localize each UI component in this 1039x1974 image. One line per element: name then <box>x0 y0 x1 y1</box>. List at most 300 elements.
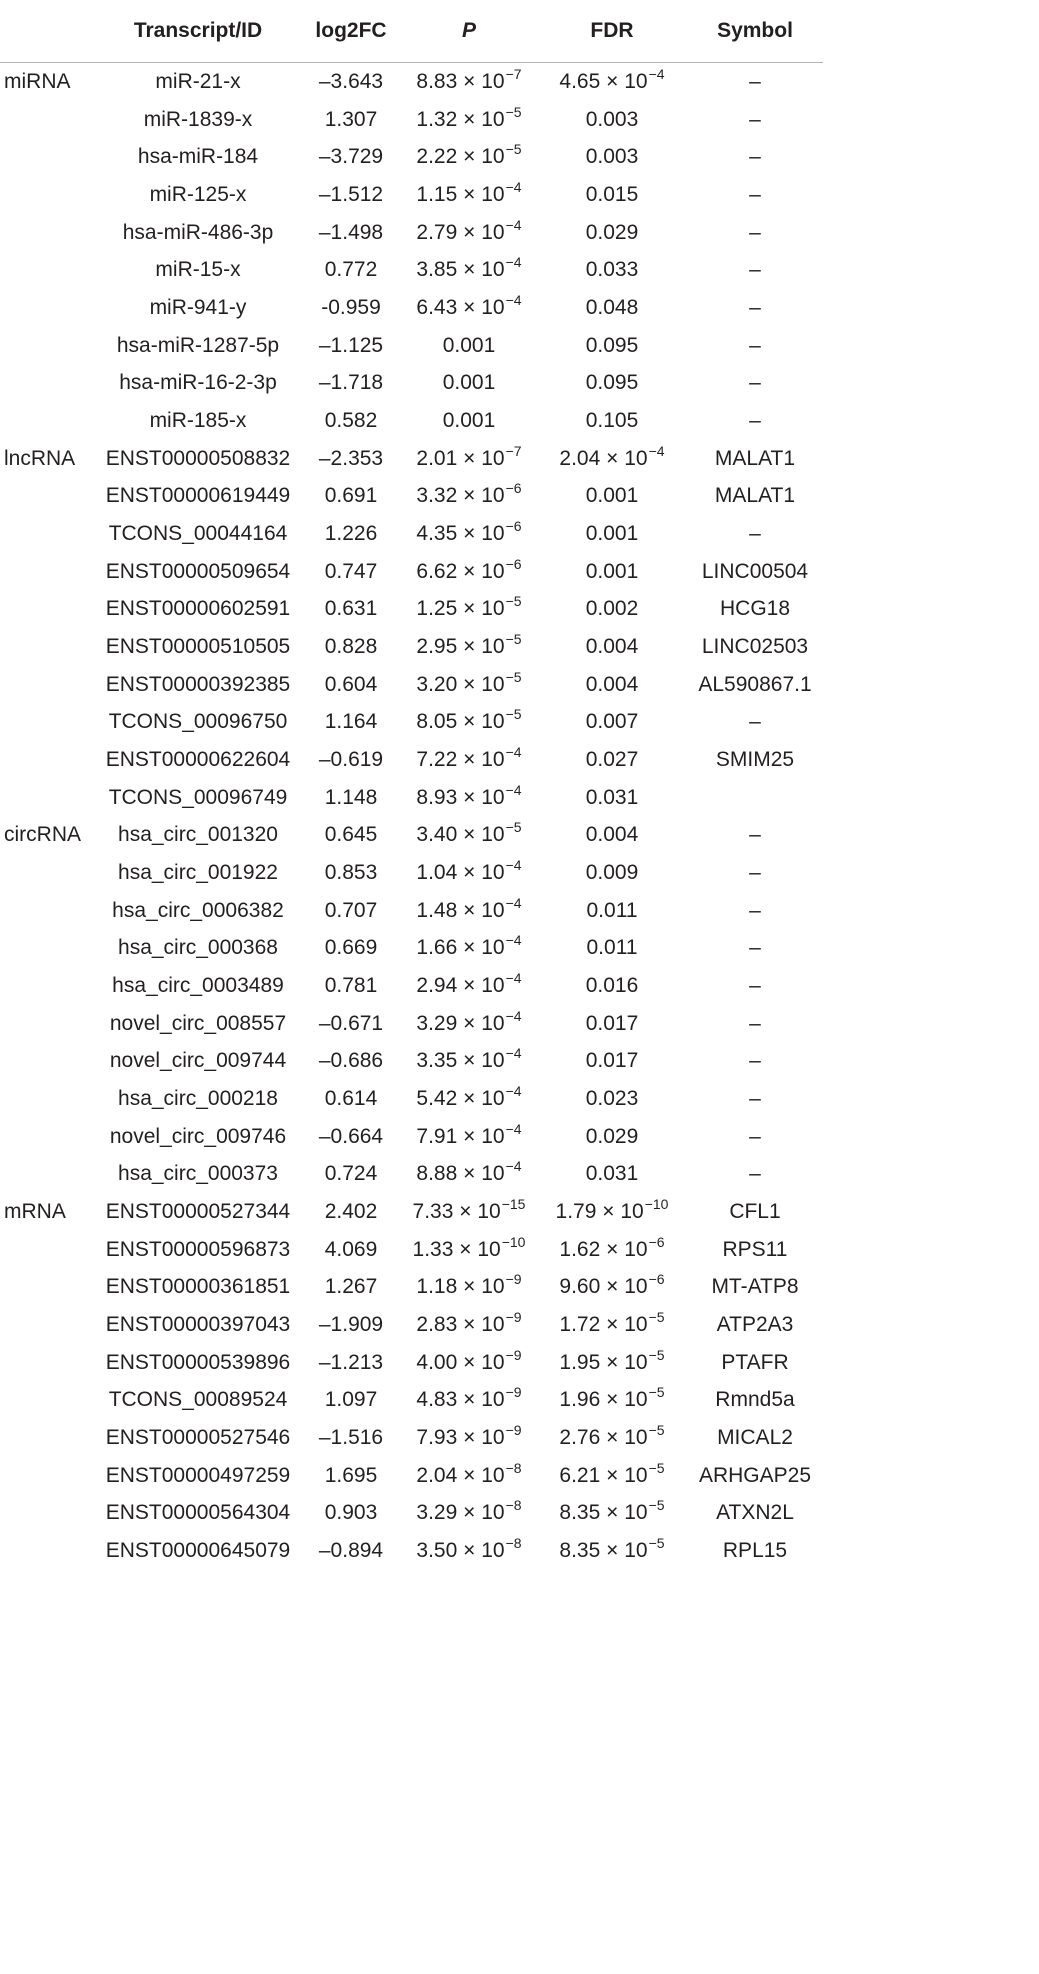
times-ten: × 10 <box>463 1426 505 1450</box>
times-ten: × 10 <box>463 1313 505 1336</box>
cell-group <box>0 628 95 666</box>
times-ten: × 10 <box>463 898 505 922</box>
times-ten: × 10 <box>606 1463 648 1487</box>
exponent: −6 <box>505 517 522 534</box>
cell-log2fc: 0.707 <box>324 898 378 922</box>
cell-symbol: – <box>749 107 761 131</box>
exponent: −4 <box>505 781 522 798</box>
cell-fdr: 0.004 <box>585 672 639 696</box>
exponent: −5 <box>648 1384 665 1401</box>
exponent: −6 <box>505 480 522 497</box>
cell-symbol: CFL1 <box>729 1199 781 1223</box>
mantissa: 9.60 <box>559 1275 601 1299</box>
cell-log2fc: 0.691 <box>324 484 378 508</box>
table-row <box>0 1005 823 1043</box>
cell-log2fc: -0.959 <box>321 295 381 319</box>
cell-transcript-id: ENST00000539896 <box>105 1350 291 1374</box>
cell-log2fc: 1.148 <box>324 785 378 809</box>
cell-group <box>0 703 95 741</box>
table-row <box>0 779 823 817</box>
cell-group <box>0 364 95 402</box>
cell-transcript-id: miR-125-x <box>149 182 247 206</box>
exponent: −6 <box>648 1233 665 1250</box>
cell-group <box>0 1495 95 1533</box>
times-ten: × 10 <box>463 484 505 508</box>
cell-p <box>401 967 537 1005</box>
cell-log2fc: 4.069 <box>324 1237 378 1261</box>
cell-symbol: SMIM25 <box>715 747 795 771</box>
mantissa: 3.32 <box>416 484 458 508</box>
cell-transcript-id: ENST00000510505 <box>105 634 291 658</box>
cell-p: 0.001 <box>442 408 496 432</box>
cell-p <box>401 929 537 967</box>
cell-fdr: 0.001 <box>585 484 639 508</box>
times-ten: × 10 <box>459 1199 501 1223</box>
cell-group <box>0 666 95 704</box>
exponent: −4 <box>505 254 522 271</box>
mantissa: 1.95 <box>559 1350 601 1374</box>
table-row <box>0 1495 823 1533</box>
cell-p <box>401 63 537 101</box>
cell-transcript-id: ENST00000392385 <box>105 672 291 696</box>
cell-group: mRNA <box>4 1199 66 1223</box>
cell-transcript-id: hsa_circ_001320 <box>118 823 278 847</box>
cell-p <box>401 1495 537 1533</box>
exponent: −9 <box>505 1422 522 1439</box>
header-symbol: Symbol <box>687 0 823 63</box>
times-ten: × 10 <box>463 258 505 282</box>
cell-fdr: 0.004 <box>585 823 639 847</box>
cell-p <box>401 176 537 214</box>
cell-group <box>0 1306 95 1344</box>
cell-group <box>0 1155 95 1193</box>
cell-log2fc: 1.695 <box>324 1463 378 1487</box>
cell-fdr: 0.007 <box>585 710 639 734</box>
table-row <box>0 63 823 101</box>
cell-transcript-id: hsa-miR-1287-5p <box>116 333 280 357</box>
cell-fdr <box>537 1193 687 1231</box>
cell-fdr: 0.023 <box>585 1086 639 1110</box>
cell-fdr <box>537 440 687 478</box>
exponent: −4 <box>505 216 522 233</box>
cell-transcript-id: miR-941-y <box>149 295 247 319</box>
times-ten: × 10 <box>606 69 648 93</box>
cell-symbol: – <box>749 1124 761 1148</box>
cell-log2fc: 0.724 <box>324 1162 378 1186</box>
mantissa: 2.83 <box>416 1313 458 1336</box>
cell-symbol: HCG18 <box>719 597 791 621</box>
cell-symbol: – <box>749 182 761 206</box>
cell-symbol: – <box>749 521 761 545</box>
cell-transcript-id: TCONS_00096750 <box>108 710 288 734</box>
cell-transcript-id: miR-15-x <box>155 258 241 282</box>
cell-p <box>401 101 537 139</box>
cell-symbol: AL590867.1 <box>698 672 812 696</box>
cell-group <box>0 289 95 327</box>
table-row <box>0 816 823 854</box>
times-ten: × 10 <box>463 220 505 244</box>
exponent: −4 <box>505 932 522 949</box>
cell-transcript-id: TCONS_00089524 <box>108 1388 288 1412</box>
mantissa: 7.91 <box>416 1124 458 1148</box>
cell-group: miRNA <box>4 69 71 93</box>
cell-log2fc: 0.645 <box>324 823 378 847</box>
mantissa: 1.72 <box>559 1313 601 1336</box>
cell-p: 0.001 <box>442 333 496 357</box>
mantissa: 7.33 <box>412 1199 454 1223</box>
mantissa: 6.43 <box>416 295 458 319</box>
cell-log2fc: –0.619 <box>318 747 384 771</box>
header-log2fc: log2FC <box>301 0 401 63</box>
exponent: −10 <box>501 1233 526 1250</box>
cell-p: 0.001 <box>442 371 496 395</box>
cell-group <box>0 1457 95 1495</box>
mantissa: 1.62 <box>559 1237 601 1261</box>
cell-symbol: – <box>749 710 761 734</box>
cell-symbol: MT-ATP8 <box>711 1275 799 1299</box>
cell-group <box>0 176 95 214</box>
mantissa: 2.79 <box>416 220 458 244</box>
cell-p <box>401 1193 537 1231</box>
cell-log2fc: 0.772 <box>324 258 378 282</box>
cell-log2fc: 0.614 <box>324 1086 378 1110</box>
cell-transcript-id: hsa_circ_000218 <box>118 1086 278 1110</box>
exponent: −4 <box>505 1158 522 1175</box>
cell-transcript-id: novel_circ_009746 <box>109 1124 287 1148</box>
table-row <box>0 1382 823 1420</box>
cell-p <box>401 666 537 704</box>
table-body <box>0 63 823 1570</box>
cell-group <box>0 251 95 289</box>
table-row <box>0 327 823 365</box>
cell-log2fc: –1.718 <box>318 371 384 395</box>
cell-symbol: – <box>749 1086 761 1110</box>
cell-log2fc: –0.664 <box>318 1124 384 1148</box>
exponent: −5 <box>505 103 522 120</box>
times-ten: × 10 <box>463 1124 505 1148</box>
cell-symbol: – <box>749 145 761 169</box>
cell-p <box>401 892 537 930</box>
cell-log2fc: –1.516 <box>318 1426 384 1450</box>
cell-transcript-id: ENST00000596873 <box>105 1237 291 1261</box>
cell-transcript-id: miR-185-x <box>149 408 247 432</box>
header-fdr: FDR <box>537 0 687 63</box>
cell-symbol: – <box>749 898 761 922</box>
cell-fdr: 0.015 <box>585 182 639 206</box>
cell-group <box>0 854 95 892</box>
cell-log2fc: 0.828 <box>324 634 378 658</box>
times-ten: × 10 <box>463 973 505 997</box>
cell-transcript-id: TCONS_00044164 <box>108 521 288 545</box>
exponent: −4 <box>505 894 522 911</box>
times-ten: × 10 <box>463 1388 505 1412</box>
mantissa: 2.95 <box>416 634 458 658</box>
cell-p <box>401 741 537 779</box>
cell-symbol: – <box>749 936 761 960</box>
cell-log2fc: 1.267 <box>324 1275 378 1299</box>
cell-symbol: – <box>749 371 761 395</box>
cell-p <box>401 1306 537 1344</box>
cell-fdr: 0.002 <box>585 597 639 621</box>
cell-p <box>401 251 537 289</box>
table-row <box>0 590 823 628</box>
mantissa: 6.21 <box>559 1463 601 1487</box>
times-ten: × 10 <box>606 1275 648 1299</box>
cell-p <box>401 440 537 478</box>
cell-log2fc: –0.671 <box>318 1011 384 1035</box>
mantissa: 1.79 <box>555 1199 597 1223</box>
table-row <box>0 289 823 327</box>
mantissa: 8.88 <box>416 1162 458 1186</box>
cell-p <box>401 816 537 854</box>
cell-p <box>401 1080 537 1118</box>
table-row <box>0 214 823 252</box>
cell-p <box>401 477 537 515</box>
cell-transcript-id: TCONS_00096749 <box>108 785 288 809</box>
table-row <box>0 1532 823 1570</box>
table-row <box>0 892 823 930</box>
cell-group <box>0 1231 95 1269</box>
cell-fdr <box>537 1532 687 1570</box>
cell-symbol: – <box>749 69 761 93</box>
exponent: −8 <box>505 1497 522 1514</box>
cell-fdr: 0.105 <box>585 408 639 432</box>
exponent: −5 <box>648 1346 665 1363</box>
mantissa: 3.40 <box>416 823 458 847</box>
cell-symbol: PTAFR <box>721 1350 789 1374</box>
times-ten: × 10 <box>606 1237 648 1261</box>
times-ten: × 10 <box>463 860 505 884</box>
cell-fdr: 0.048 <box>585 295 639 319</box>
times-ten: × 10 <box>463 295 505 319</box>
cell-log2fc: –3.643 <box>318 69 384 93</box>
cell-transcript-id: novel_circ_009744 <box>109 1049 287 1073</box>
cell-log2fc: 1.164 <box>324 710 378 734</box>
times-ten: × 10 <box>463 634 505 658</box>
cell-log2fc: 0.631 <box>324 597 378 621</box>
times-ten: × 10 <box>606 446 648 470</box>
cell-log2fc: 0.747 <box>324 559 378 583</box>
cell-transcript-id: ENST00000397043 <box>105 1313 291 1336</box>
table-row <box>0 741 823 779</box>
cell-fdr: 0.001 <box>585 559 639 583</box>
cell-log2fc: 0.604 <box>324 672 378 696</box>
mantissa: 1.33 <box>412 1237 454 1261</box>
cell-symbol: – <box>749 1011 761 1035</box>
table-row <box>0 1193 823 1231</box>
times-ten: × 10 <box>463 145 505 169</box>
cell-transcript-id: ENST00000508832 <box>105 446 291 470</box>
cell-group <box>0 892 95 930</box>
cell-symbol: – <box>749 220 761 244</box>
times-ten: × 10 <box>463 710 505 734</box>
cell-p <box>401 1155 537 1193</box>
mantissa: 2.04 <box>416 1463 458 1487</box>
times-ten: × 10 <box>463 446 505 470</box>
exponent: −9 <box>505 1309 522 1325</box>
cell-fdr: 0.033 <box>585 258 639 282</box>
cell-symbol: ATXN2L <box>716 1501 794 1525</box>
cell-transcript-id: hsa-miR-16-2-3p <box>119 371 277 395</box>
cell-log2fc: –1.909 <box>318 1313 384 1336</box>
mantissa: 1.25 <box>416 597 458 621</box>
cell-transcript-id: novel_circ_008557 <box>109 1011 287 1035</box>
exponent: −7 <box>505 442 522 459</box>
cell-p <box>401 1457 537 1495</box>
cell-group <box>0 741 95 779</box>
cell-group <box>0 1382 95 1420</box>
cell-transcript-id: ENST00000497259 <box>105 1463 291 1487</box>
exponent: −5 <box>505 668 522 685</box>
exponent: −9 <box>505 1271 522 1288</box>
mantissa: 3.85 <box>416 258 458 282</box>
cell-transcript-id: hsa_circ_0003489 <box>112 973 284 997</box>
times-ten: × 10 <box>463 182 505 206</box>
exponent: −5 <box>648 1309 665 1325</box>
exponent: −4 <box>505 856 522 873</box>
times-ten: × 10 <box>463 1463 505 1487</box>
exponent: −5 <box>505 819 522 836</box>
cell-log2fc: 1.097 <box>324 1388 378 1412</box>
times-ten: × 10 <box>459 1237 501 1261</box>
table-row <box>0 477 823 515</box>
exponent: −4 <box>505 969 522 986</box>
mantissa: 2.22 <box>416 145 458 169</box>
exponent: −5 <box>648 1422 665 1439</box>
cell-group <box>0 590 95 628</box>
times-ten: × 10 <box>463 785 505 809</box>
mantissa: 1.32 <box>416 107 458 131</box>
table-row <box>0 251 823 289</box>
mantissa: 5.42 <box>416 1086 458 1110</box>
times-ten: × 10 <box>463 521 505 545</box>
mantissa: 4.65 <box>559 69 601 93</box>
cell-p <box>401 553 537 591</box>
mantissa: 1.48 <box>416 898 458 922</box>
exponent: −4 <box>505 1120 522 1137</box>
table-row <box>0 1419 823 1457</box>
cell-transcript-id: hsa-miR-184 <box>137 145 259 169</box>
cell-log2fc: –1.213 <box>318 1350 384 1374</box>
mantissa: 3.35 <box>416 1049 458 1073</box>
times-ten: × 10 <box>463 747 505 771</box>
cell-symbol: LINC00504 <box>701 559 809 583</box>
table-row <box>0 402 823 440</box>
times-ten: × 10 <box>606 1426 648 1450</box>
cell-fdr <box>537 1306 687 1344</box>
mantissa: 4.35 <box>416 521 458 545</box>
cell-fdr: 0.009 <box>585 860 639 884</box>
times-ten: × 10 <box>606 1501 648 1525</box>
table-row <box>0 854 823 892</box>
cell-p <box>401 515 537 553</box>
cell-group <box>0 779 95 817</box>
times-ten: × 10 <box>463 1162 505 1186</box>
mantissa: 1.66 <box>416 936 458 960</box>
cell-fdr <box>537 1495 687 1533</box>
cell-symbol: – <box>749 408 761 432</box>
cell-symbol: – <box>749 973 761 997</box>
cell-fdr <box>537 1269 687 1307</box>
cell-symbol: LINC02503 <box>701 634 809 658</box>
times-ten: × 10 <box>463 1350 505 1374</box>
cell-group <box>0 1344 95 1382</box>
cell-transcript-id: hsa_circ_0006382 <box>112 898 284 922</box>
times-ten: × 10 <box>602 1199 644 1223</box>
cell-log2fc: 0.781 <box>324 973 378 997</box>
header-row <box>0 0 823 63</box>
cell-p <box>401 1269 537 1307</box>
cell-group <box>0 477 95 515</box>
cell-symbol: – <box>749 295 761 319</box>
table-row <box>0 138 823 176</box>
cell-transcript-id: hsa_circ_001922 <box>118 860 278 884</box>
exponent: −15 <box>501 1195 526 1212</box>
mantissa: 2.76 <box>559 1426 601 1450</box>
times-ten: × 10 <box>463 1086 505 1110</box>
mantissa: 1.96 <box>559 1388 601 1412</box>
cell-log2fc: –3.729 <box>318 145 384 169</box>
cell-symbol: – <box>749 1049 761 1073</box>
cell-transcript-id: ENST00000619449 <box>105 484 291 508</box>
cell-fdr: 0.027 <box>585 747 639 771</box>
cell-transcript-id: ENST00000527344 <box>105 1199 291 1223</box>
mantissa: 7.22 <box>416 747 458 771</box>
exponent: −9 <box>505 1346 522 1363</box>
cell-symbol: RPS11 <box>722 1237 788 1261</box>
cell-fdr <box>537 1457 687 1495</box>
cell-log2fc: 0.669 <box>324 936 378 960</box>
cell-transcript-id: ENST00000602591 <box>105 597 291 621</box>
mantissa: 2.01 <box>416 446 458 470</box>
mantissa: 1.04 <box>416 860 458 884</box>
times-ten: × 10 <box>463 672 505 696</box>
cell-p <box>401 1382 537 1420</box>
times-ten: × 10 <box>606 1388 648 1412</box>
cell-group <box>0 967 95 1005</box>
header-p: P <box>401 0 537 63</box>
table-row <box>0 1344 823 1382</box>
cell-symbol: – <box>749 860 761 884</box>
exponent: −5 <box>505 593 522 610</box>
cell-fdr <box>537 1344 687 1382</box>
times-ten: × 10 <box>463 1049 505 1073</box>
mantissa: 2.94 <box>416 973 458 997</box>
table-row <box>0 101 823 139</box>
exponent: −4 <box>505 743 522 760</box>
cell-group <box>0 553 95 591</box>
cell-p <box>401 289 537 327</box>
cell-p <box>401 703 537 741</box>
cell-symbol: ATP2A3 <box>716 1313 794 1336</box>
mantissa: 8.35 <box>559 1539 601 1563</box>
exponent: −8 <box>505 1459 522 1476</box>
mantissa: 3.29 <box>416 1501 458 1525</box>
exponent: −6 <box>505 555 522 572</box>
times-ten: × 10 <box>463 1011 505 1035</box>
exponent: −6 <box>648 1271 665 1288</box>
cell-log2fc: –1.512 <box>318 182 384 206</box>
cell-group <box>0 327 95 365</box>
cell-group <box>0 1042 95 1080</box>
table-row <box>0 176 823 214</box>
mantissa: 7.93 <box>416 1426 458 1450</box>
cell-transcript-id: miR-1839-x <box>143 107 253 131</box>
times-ten: × 10 <box>606 1313 648 1336</box>
cell-fdr: 0.003 <box>585 107 639 131</box>
table-row <box>0 440 823 478</box>
cell-log2fc: 2.402 <box>324 1199 378 1223</box>
